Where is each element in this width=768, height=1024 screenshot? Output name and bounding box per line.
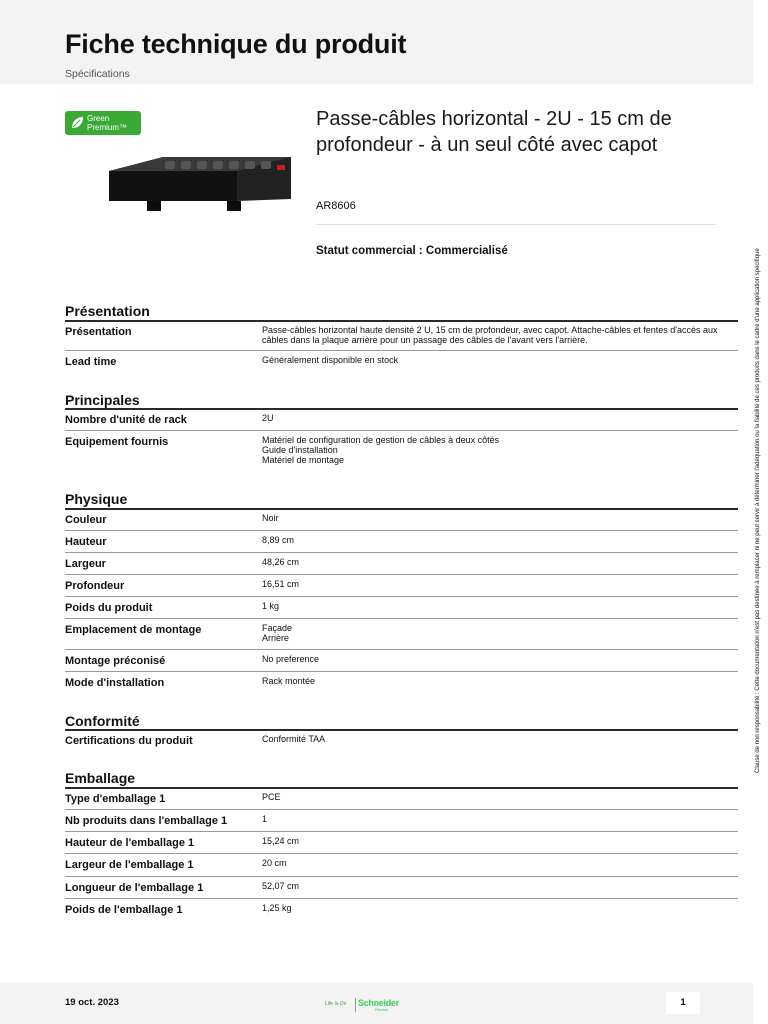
spec-label: Poids du produit	[65, 602, 153, 614]
spec-label: Mode d'installation	[65, 677, 165, 689]
product-title: Passe-câbles horizontal - 2U - 15 cm de profondeur - à un seul côté avec capot	[316, 108, 672, 156]
spec-value: Matériel de configuration de gestion de câbles à deux côtés	[262, 435, 500, 445]
spec-row	[65, 876, 738, 898]
disclaimer-text: Clause de non responsabilité : Cette documentation n'est pas destinée à remplacer ni ne peut servir à déterminer l'adéquation ou la fiabilité de ces produits dans le cadre d'une application spécifique	[755, 248, 761, 773]
spec-value: Conformité TAA	[262, 734, 326, 744]
spec-label: Nb produits dans l'emballage 1	[65, 815, 228, 827]
spec-value: 16,51 cm	[262, 579, 300, 589]
spec-row	[65, 408, 738, 430]
schneider-electric-logo	[325, 998, 405, 1012]
spec-label: Couleur	[65, 514, 107, 526]
page-title: Fiche technique du produit	[65, 29, 407, 59]
spec-value: 8,89 cm	[262, 535, 295, 545]
spec-value: PCE	[262, 792, 281, 802]
spec-value: 1	[262, 814, 268, 824]
leaf-icon	[70, 115, 85, 130]
spec-label: Longueur de l'emballage 1	[65, 882, 204, 894]
spec-value: No preference	[262, 654, 320, 664]
spec-label: Lead time	[65, 356, 117, 368]
page-header	[0, 0, 753, 84]
spec-label: Nombre d'unité de rack	[65, 414, 187, 426]
spec-label: Largeur de l'emballage 1	[65, 859, 194, 871]
section-title-emballage: Emballage	[65, 770, 136, 786]
spec-value: 48,26 cm	[262, 557, 300, 567]
spec-label: Emplacement de montage	[65, 624, 202, 636]
section-title-principales: Principales	[65, 392, 140, 408]
spec-row	[65, 574, 738, 596]
spec-label: Certifications du produit	[65, 735, 193, 747]
spec-value: Noir	[262, 513, 279, 523]
spec-label: Présentation	[65, 326, 132, 338]
spec-row	[65, 729, 738, 751]
spec-row	[65, 671, 738, 693]
spec-row	[65, 809, 738, 831]
spec-value: Arrière	[262, 633, 290, 644]
logo-divider	[355, 998, 356, 1012]
spec-label: Montage préconisé	[65, 655, 166, 667]
spec-value: Rack montée	[262, 676, 316, 686]
logo-brand: Schneider	[358, 998, 399, 1008]
page-number: 1	[666, 992, 700, 1014]
spec-label: Hauteur de l'emballage 1	[65, 837, 195, 849]
section-title-conformite: Conformité	[65, 713, 140, 729]
spec-label: Poids de l'emballage 1	[65, 904, 183, 916]
spec-value: Passe-câbles horizontal haute densité 2 U, 15 cm de profondeur, avec capot. Attache-câbles et fentes d'accès aux câbles dans la plaque arrière pour un passage des câbles de l'avant vers l'arrière.	[262, 325, 718, 346]
spec-row	[65, 831, 738, 853]
spec-value: Matériel de montage	[262, 455, 345, 466]
divider	[316, 224, 716, 225]
green-premium-badge	[65, 111, 141, 135]
product-image	[107, 153, 293, 215]
badge-line-1: Green	[87, 114, 110, 123]
spec-value-list	[262, 435, 737, 466]
spec-value: Généralement disponible en stock	[262, 355, 399, 365]
page-footer	[0, 983, 753, 1024]
spec-row	[65, 320, 738, 350]
spec-row	[65, 618, 738, 649]
spec-label: Type d'emballage 1	[65, 793, 166, 805]
spec-row	[65, 898, 738, 920]
spec-label: Equipement fournis	[65, 436, 169, 448]
commercial-status: Statut commercial : Commercialisé	[316, 245, 508, 257]
spec-row	[65, 508, 738, 530]
spec-value: Guide d'installation	[262, 445, 338, 456]
product-reference: AR8606	[316, 200, 356, 212]
spec-label: Profondeur	[65, 580, 125, 592]
section-title-presentation: Présentation	[65, 303, 150, 319]
spec-value-list	[262, 623, 737, 643]
spec-value: 52,07 cm	[262, 881, 300, 891]
spec-row	[65, 552, 738, 574]
spec-value: 20 cm	[262, 858, 287, 868]
spec-row	[65, 649, 738, 671]
spec-value: 2U	[262, 413, 274, 423]
spec-row	[65, 430, 738, 472]
badge-line-2: Premium™	[87, 123, 128, 132]
page-subtitle: Spécifications	[65, 68, 130, 80]
logo-tagline: Life Is On	[325, 1001, 347, 1007]
footer-date: 19 oct. 2023	[65, 997, 119, 1008]
spec-value: 15,24 cm	[262, 836, 300, 846]
spec-label: Largeur	[65, 558, 106, 570]
section-title-physique: Physique	[65, 491, 128, 507]
spec-value: Façade	[262, 623, 293, 633]
logo-brand-sub: Electric	[375, 1007, 389, 1012]
spec-value: 1 kg	[262, 601, 280, 611]
spec-row	[65, 350, 738, 372]
spec-row	[65, 530, 738, 552]
spec-row	[65, 596, 738, 618]
spec-label: Hauteur	[65, 536, 107, 548]
spec-value: 1,25 kg	[262, 903, 292, 913]
spec-row	[65, 853, 738, 875]
spec-row	[65, 787, 738, 809]
